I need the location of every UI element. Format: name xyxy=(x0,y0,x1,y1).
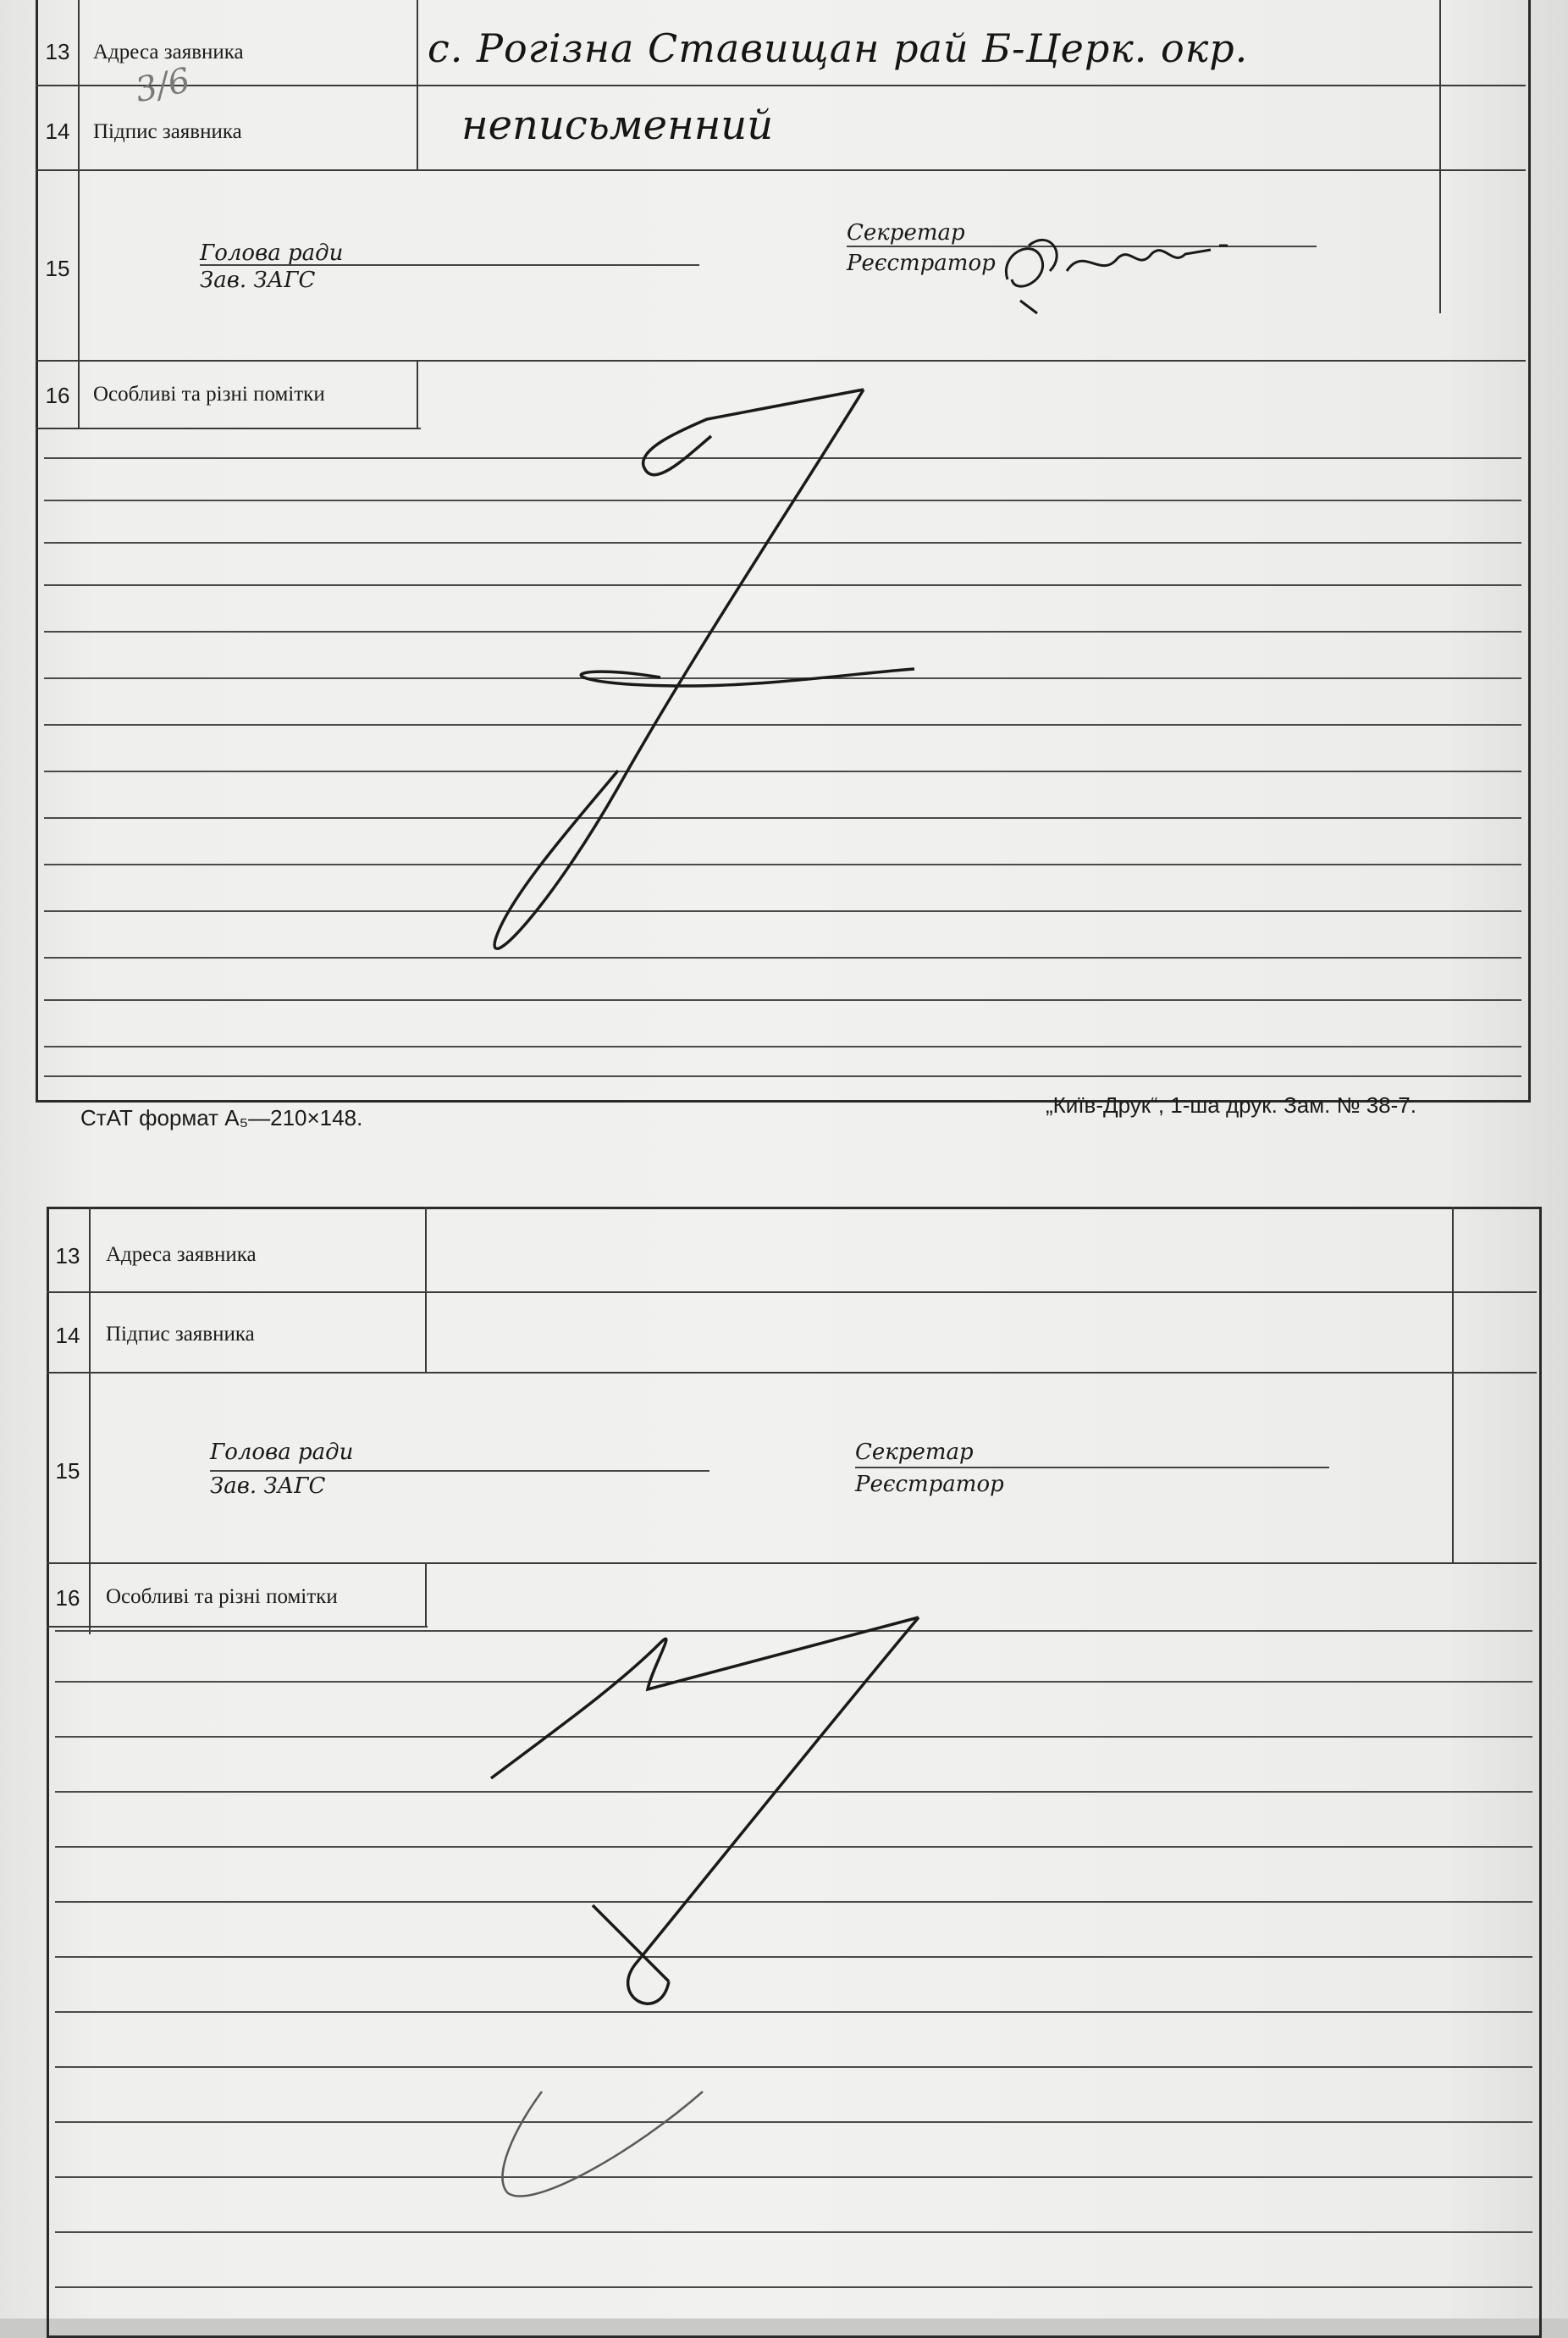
row-number: 15 xyxy=(55,1458,80,1484)
special-notes-label: Особливі та різні помітки xyxy=(93,383,325,406)
row-number: 16 xyxy=(55,1585,80,1611)
row-number: 15 xyxy=(45,256,70,281)
registrar-label: Реєстратор xyxy=(847,251,996,276)
form-format-note: СтАТ формат A₅—210×148. xyxy=(80,1105,363,1130)
row-number: 14 xyxy=(55,1323,80,1348)
applicant-address-label: Адреса заявника xyxy=(93,41,244,64)
applicant-address-value: с. Рогізна Ставищан рай Б-Церк. окр. xyxy=(428,25,1249,71)
row-number: 14 xyxy=(45,119,70,144)
row-number: 16 xyxy=(45,383,70,408)
applicant-signature-label: Підпис заявника xyxy=(106,1323,255,1346)
applicant-signature-value: неписьменний xyxy=(461,102,774,149)
registrar-signature xyxy=(991,220,1295,322)
printer-imprint: „Київ-Друк“, 1-ша друк. Зам. № 38-7. xyxy=(1046,1092,1416,1118)
applicant-address-label: Адреса заявника xyxy=(106,1243,257,1266)
margin-note: 3/6 xyxy=(131,60,194,111)
council-head-label: Голова ради xyxy=(210,1440,354,1465)
cancellation-mark xyxy=(491,1617,931,2210)
registrar-label: Реєстратор xyxy=(855,1472,1004,1497)
special-notes-label: Особливі та різні помітки xyxy=(106,1585,338,1608)
secretary-label: Секретар xyxy=(855,1440,974,1465)
cancellation-mark xyxy=(474,398,948,957)
row-number: 13 xyxy=(45,39,70,64)
registry-head-label: Зав. ЗАГС xyxy=(200,268,316,293)
registry-head-label: Зав. ЗАГС xyxy=(210,1473,326,1499)
council-head-label: Голова ради xyxy=(200,240,344,266)
row-number: 13 xyxy=(55,1243,80,1268)
applicant-signature-label: Підпис заявника xyxy=(93,120,242,143)
secretary-label: Секретар xyxy=(847,220,965,246)
